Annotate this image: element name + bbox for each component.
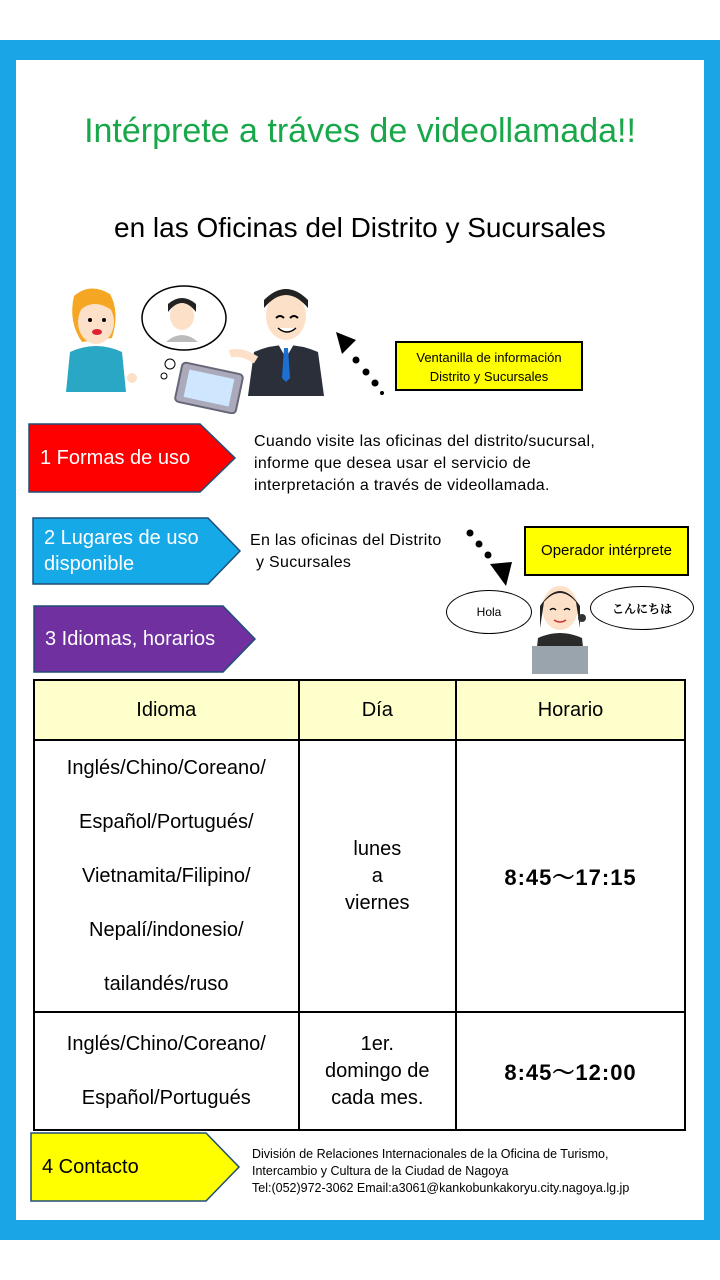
day-line: viernes: [345, 891, 410, 914]
language-line: Español/Portugués: [81, 1087, 251, 1109]
info-tag-line1: Ventanilla de información: [416, 350, 562, 365]
counter-illustration: [60, 282, 340, 414]
hours-cell: 8:45〜17:15: [456, 740, 685, 1012]
contact-info: [252, 1146, 629, 1197]
section-idiomas-label: 3 Idiomas, horarios: [45, 627, 216, 650]
header-horario: Horario: [456, 680, 685, 740]
language-line: Inglés/Chino/Coreano/: [66, 757, 266, 779]
clerk-man-icon: [230, 289, 324, 396]
tablet-icon: [175, 362, 244, 414]
uso-text-line2: informe que desea usar el servicio de: [254, 455, 532, 472]
language-line: Nepalí/indonesio/: [89, 919, 244, 941]
uso-text-line1: Cuando visite las oficinas del distrito/sucursal,: [254, 433, 596, 450]
info-tag-line2: Distrito y Sucursales: [429, 369, 549, 384]
table-row: [34, 740, 685, 1012]
day-line: 1er.: [360, 1032, 394, 1055]
info-counter-tag: [395, 341, 583, 391]
hola-bubble: Hola: [446, 590, 532, 634]
day-line: cada mes.: [331, 1086, 424, 1109]
schedule-table: [33, 679, 686, 1131]
page-subtitle: en las Oficinas del Distrito y Sucursales: [114, 212, 606, 243]
language-line: Español/Portugués/: [79, 811, 254, 833]
page-title: Intérprete a tráves de videollamada!!: [84, 112, 636, 150]
languages-cell: [34, 740, 299, 1012]
konnichiwa-bubble: こんにちは: [590, 586, 694, 630]
section-contacto-label: 4 Contacto: [42, 1155, 139, 1178]
visitor-woman-icon: [66, 288, 137, 392]
operator-icon: [528, 578, 592, 674]
lugares-label-line2: disponible: [44, 553, 135, 575]
language-line: Vietnamita/Filipino/: [81, 865, 251, 887]
table-row: [34, 1012, 685, 1130]
contact-line1: División de Relaciones Internacionales de la Oficina de Turismo,: [252, 1147, 609, 1161]
lugares-text-line1: En las oficinas del Distrito: [250, 532, 442, 549]
pointer-arrow-icon: [334, 330, 394, 400]
languages-cell: [34, 1012, 299, 1130]
day-line: a: [371, 864, 383, 887]
operator-tag: Operador intérprete: [524, 526, 689, 576]
table-header-row: [34, 680, 685, 740]
contact-line2: Intercambio y Cultura de la Ciudad de Nagoya: [252, 1164, 509, 1178]
day-cell: [299, 1012, 456, 1130]
language-line: tailandés/ruso: [104, 973, 229, 995]
uso-text-line3: interpretación a través de videollamada.: [254, 477, 550, 494]
header-dia: Día: [299, 680, 456, 740]
day-line: domingo de: [325, 1059, 430, 1082]
language-line: Inglés/Chino/Coreano/: [66, 1033, 266, 1055]
lugares-text-line2: y Sucursales: [256, 554, 352, 571]
operator-pointer-icon: [462, 528, 522, 590]
header-idioma: Idioma: [34, 680, 299, 740]
day-cell: [299, 740, 456, 1012]
lugares-label-line1: 2 Lugares de uso: [44, 527, 199, 549]
contact-line3: Tel:(052)972-3062 Email:a3061@kankobunkakoryu.city.nagoya.lg.jp: [252, 1181, 630, 1195]
day-line: lunes: [353, 837, 402, 860]
hours-cell: 8:45〜12:00: [456, 1012, 685, 1130]
section-lugares-label: [32, 517, 222, 585]
section-uso-label: 1 Formas de uso: [40, 446, 191, 469]
